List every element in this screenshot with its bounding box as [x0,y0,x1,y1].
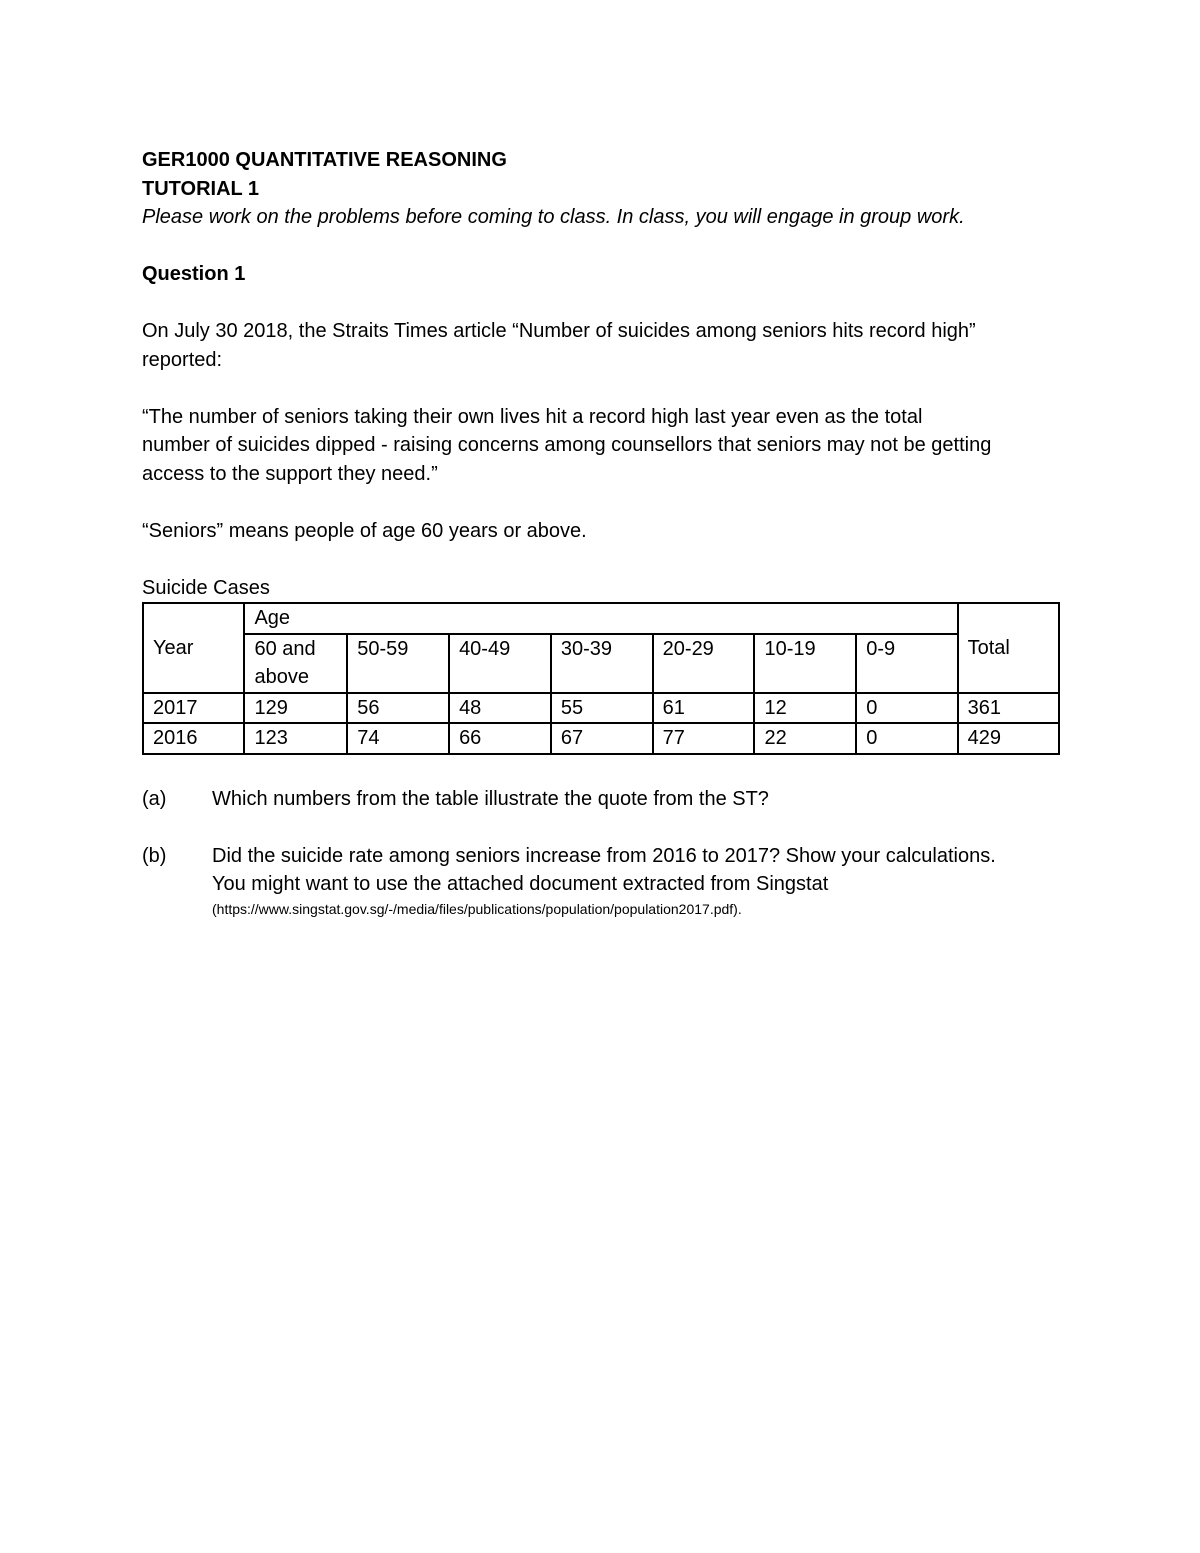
part-a-text: Which numbers from the table illustrate the quote from the ST? [212,787,769,810]
part-b [142,842,1060,919]
part-b-text: Did the suicide rate among seniors increase from 2016 to 2017? Show your calculations. [212,844,996,867]
year-cell: 2017 [143,693,244,724]
age-group-cell: 0-9 [856,634,957,693]
value-cell: 66 [449,723,551,754]
intro-line: On July 30 2018, the Straits Times article “Number of suicides among seniors hits record high” [142,320,976,342]
value-cell: 12 [754,693,856,724]
value-cell: 74 [347,723,449,754]
table-caption: Suicide Cases [142,576,270,599]
part-a-label: (a) [142,787,167,810]
age-group-cell: 50-59 [347,634,449,693]
table-row [143,693,1059,724]
document-page [142,146,1060,919]
seniors-definition: “Seniors” means people of age 60 years or above. [142,519,587,542]
total-cell: 361 [958,693,1059,724]
value-cell: 0 [856,693,957,724]
question-title: Question 1 [142,263,246,285]
value-cell: 123 [244,723,347,754]
table-row [143,723,1059,754]
quote-line: number of suicides dipped - raising concerns among counsellors that seniors may not be getting [142,434,992,456]
value-cell: 22 [754,723,856,754]
total-cell: 429 [958,723,1059,754]
singstat-url: (https://www.singstat.gov.sg/-/media/files/publications/population/population2017.pdf). [212,900,742,917]
value-cell: 56 [347,693,449,724]
part-a [142,785,1060,814]
age-header: Age [244,603,957,634]
value-cell: 77 [653,723,755,754]
age-group-cell: 10-19 [754,634,856,693]
intro-line: reported: [142,348,223,371]
table-header-row [143,603,1059,634]
part-b-label: (b) [142,844,167,867]
value-cell: 55 [551,693,653,724]
age-group-cell: 60 and above [244,634,347,693]
year-cell: 2016 [143,723,244,754]
quote-line: access to the support they need.” [142,462,438,485]
age-group-cell: 40-49 [449,634,551,693]
age-group-row [143,634,1059,693]
suicide-cases-table [142,602,1060,755]
course-title: GER1000 QUANTITATIVE REASONING [142,149,507,171]
value-cell: 129 [244,693,347,724]
total-header: Total [958,603,1059,693]
tutorial-title: TUTORIAL 1 [142,177,260,200]
age-group-cell: 20-29 [653,634,755,693]
year-header: Year [143,603,244,693]
value-cell: 67 [551,723,653,754]
age-group-cell: 30-39 [551,634,653,693]
part-b-text: You might want to use the attached document extracted from Singstat [212,873,829,895]
quote-line: “The number of seniors taking their own lives hit a record high last year even as the total [142,405,923,428]
value-cell: 61 [653,693,755,724]
value-cell: 48 [449,693,551,724]
instruction-text: Please work on the problems before coming to class. In class, you will engage in group work. [142,206,965,228]
value-cell: 0 [856,723,957,754]
